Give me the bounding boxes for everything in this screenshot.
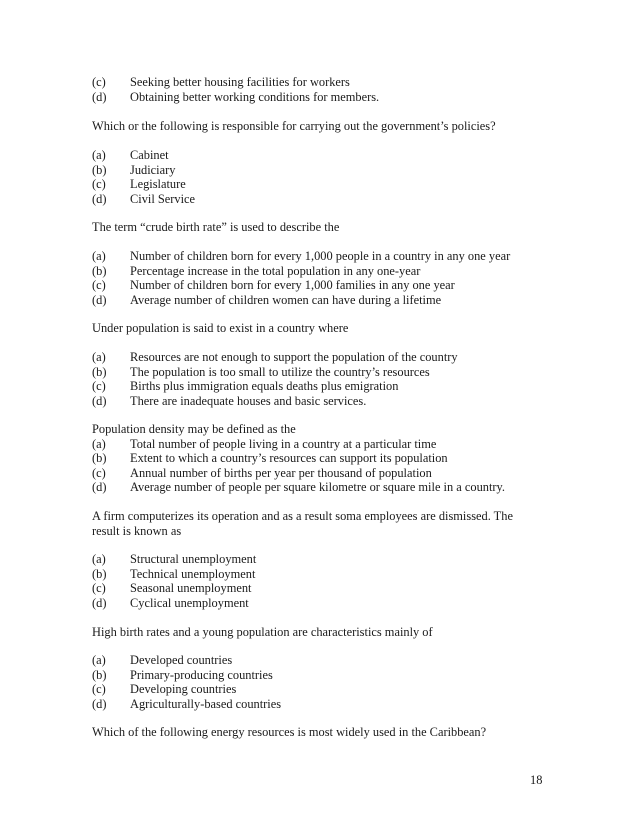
option-text: Developing countries — [130, 682, 237, 696]
option-letter: (d) — [92, 480, 107, 494]
option-text: Number of children born for every 1,000 families in any one year — [130, 278, 455, 292]
option-letter: (d) — [92, 697, 107, 711]
option-item — [92, 264, 420, 278]
option-text: Percentage increase in the total population in any one-year — [130, 264, 421, 278]
option-text: Resources are not enough to support the population of the country — [130, 350, 458, 364]
option-letter: (a) — [92, 552, 106, 566]
option-text: Seeking better housing facilities for workers — [130, 75, 350, 89]
option-item — [92, 581, 251, 595]
option-letter: (b) — [92, 451, 107, 465]
option-item — [92, 90, 379, 104]
option-text: The population is too small to utilize the country’s resources — [130, 365, 430, 379]
option-item — [92, 148, 169, 162]
question-stem: High birth rates and a young population are characteristics mainly of — [92, 625, 433, 639]
option-text: Births plus immigration equals deaths plus emigration — [130, 379, 399, 393]
option-item — [92, 653, 232, 667]
option-text: Structural unemployment — [130, 552, 257, 566]
option-item — [92, 350, 458, 364]
question-stem: Population density may be defined as the — [92, 422, 296, 436]
page-number: 18 — [530, 773, 543, 787]
option-letter: (a) — [92, 148, 106, 162]
option-letter: (c) — [92, 682, 106, 696]
option-text: Seasonal unemployment — [130, 581, 252, 595]
option-text: Annual number of births per year per thousand of population — [130, 466, 432, 480]
option-text: Agriculturally-based countries — [130, 697, 282, 711]
option-item — [92, 451, 448, 465]
question-stem: Which of the following energy resources is most widely used in the Caribbean? — [92, 725, 487, 739]
option-item — [92, 192, 195, 206]
option-letter: (b) — [92, 668, 107, 682]
option-item — [92, 394, 366, 408]
option-item — [92, 682, 236, 696]
option-text: Total number of people living in a country at a particular time — [130, 437, 437, 451]
option-text: Legislature — [130, 177, 186, 191]
option-text: Cabinet — [130, 148, 169, 162]
question-stem: Under population is said to exist in a country where — [92, 321, 349, 335]
option-letter: (b) — [92, 365, 107, 379]
question-stem: Which or the following is responsible for carrying out the government’s policies? — [92, 119, 496, 133]
question-stem: result is known as — [92, 524, 182, 538]
option-letter: (d) — [92, 192, 107, 206]
option-item — [92, 278, 455, 292]
option-item — [92, 75, 350, 89]
option-letter: (a) — [92, 653, 106, 667]
option-item — [92, 365, 430, 379]
option-item — [92, 177, 186, 191]
option-text: Civil Service — [130, 192, 196, 206]
option-text: Judiciary — [130, 163, 176, 177]
option-text: Primary-producing countries — [130, 668, 273, 682]
question-stem: A firm computerizes its operation and as a result soma employees are dismissed. The — [92, 509, 513, 523]
option-item — [92, 379, 398, 393]
option-letter: (d) — [92, 90, 107, 104]
option-item — [92, 668, 273, 682]
option-letter: (a) — [92, 249, 106, 263]
option-letter: (b) — [92, 163, 107, 177]
option-text: Average number of children women can have during a lifetime — [130, 293, 442, 307]
option-letter: (a) — [92, 437, 106, 451]
option-text: There are inadequate houses and basic services. — [130, 394, 367, 408]
option-letter: (c) — [92, 75, 106, 89]
option-text: Number of children born for every 1,000 people in a country in any one year — [130, 249, 511, 263]
option-text: Technical unemployment — [130, 567, 256, 581]
option-letter: (a) — [92, 350, 106, 364]
option-text: Cyclical unemployment — [130, 596, 249, 610]
option-item — [92, 249, 510, 263]
option-text: Obtaining better working conditions for members. — [130, 90, 380, 104]
option-letter: (c) — [92, 379, 106, 393]
option-text: Extent to which a country’s resources can support its population — [130, 451, 448, 465]
option-item — [92, 567, 255, 581]
option-text: Average number of people per square kilometre or square mile in a country. — [130, 480, 506, 494]
option-item — [92, 437, 436, 451]
option-letter: (c) — [92, 177, 106, 191]
option-item — [92, 552, 256, 566]
option-item — [92, 596, 249, 610]
option-letter: (d) — [92, 394, 107, 408]
option-letter: (c) — [92, 581, 106, 595]
option-item — [92, 163, 175, 177]
option-item — [92, 466, 432, 480]
option-item — [92, 697, 281, 711]
option-letter: (c) — [92, 466, 106, 480]
option-letter: (d) — [92, 293, 107, 307]
option-letter: (b) — [92, 567, 107, 581]
option-letter: (b) — [92, 264, 107, 278]
option-text: Developed countries — [130, 653, 233, 667]
option-letter: (d) — [92, 596, 107, 610]
option-item — [92, 293, 441, 307]
question-stem: The term “crude birth rate” is used to describe the — [92, 220, 340, 234]
option-letter: (c) — [92, 278, 106, 292]
option-item — [92, 480, 505, 494]
